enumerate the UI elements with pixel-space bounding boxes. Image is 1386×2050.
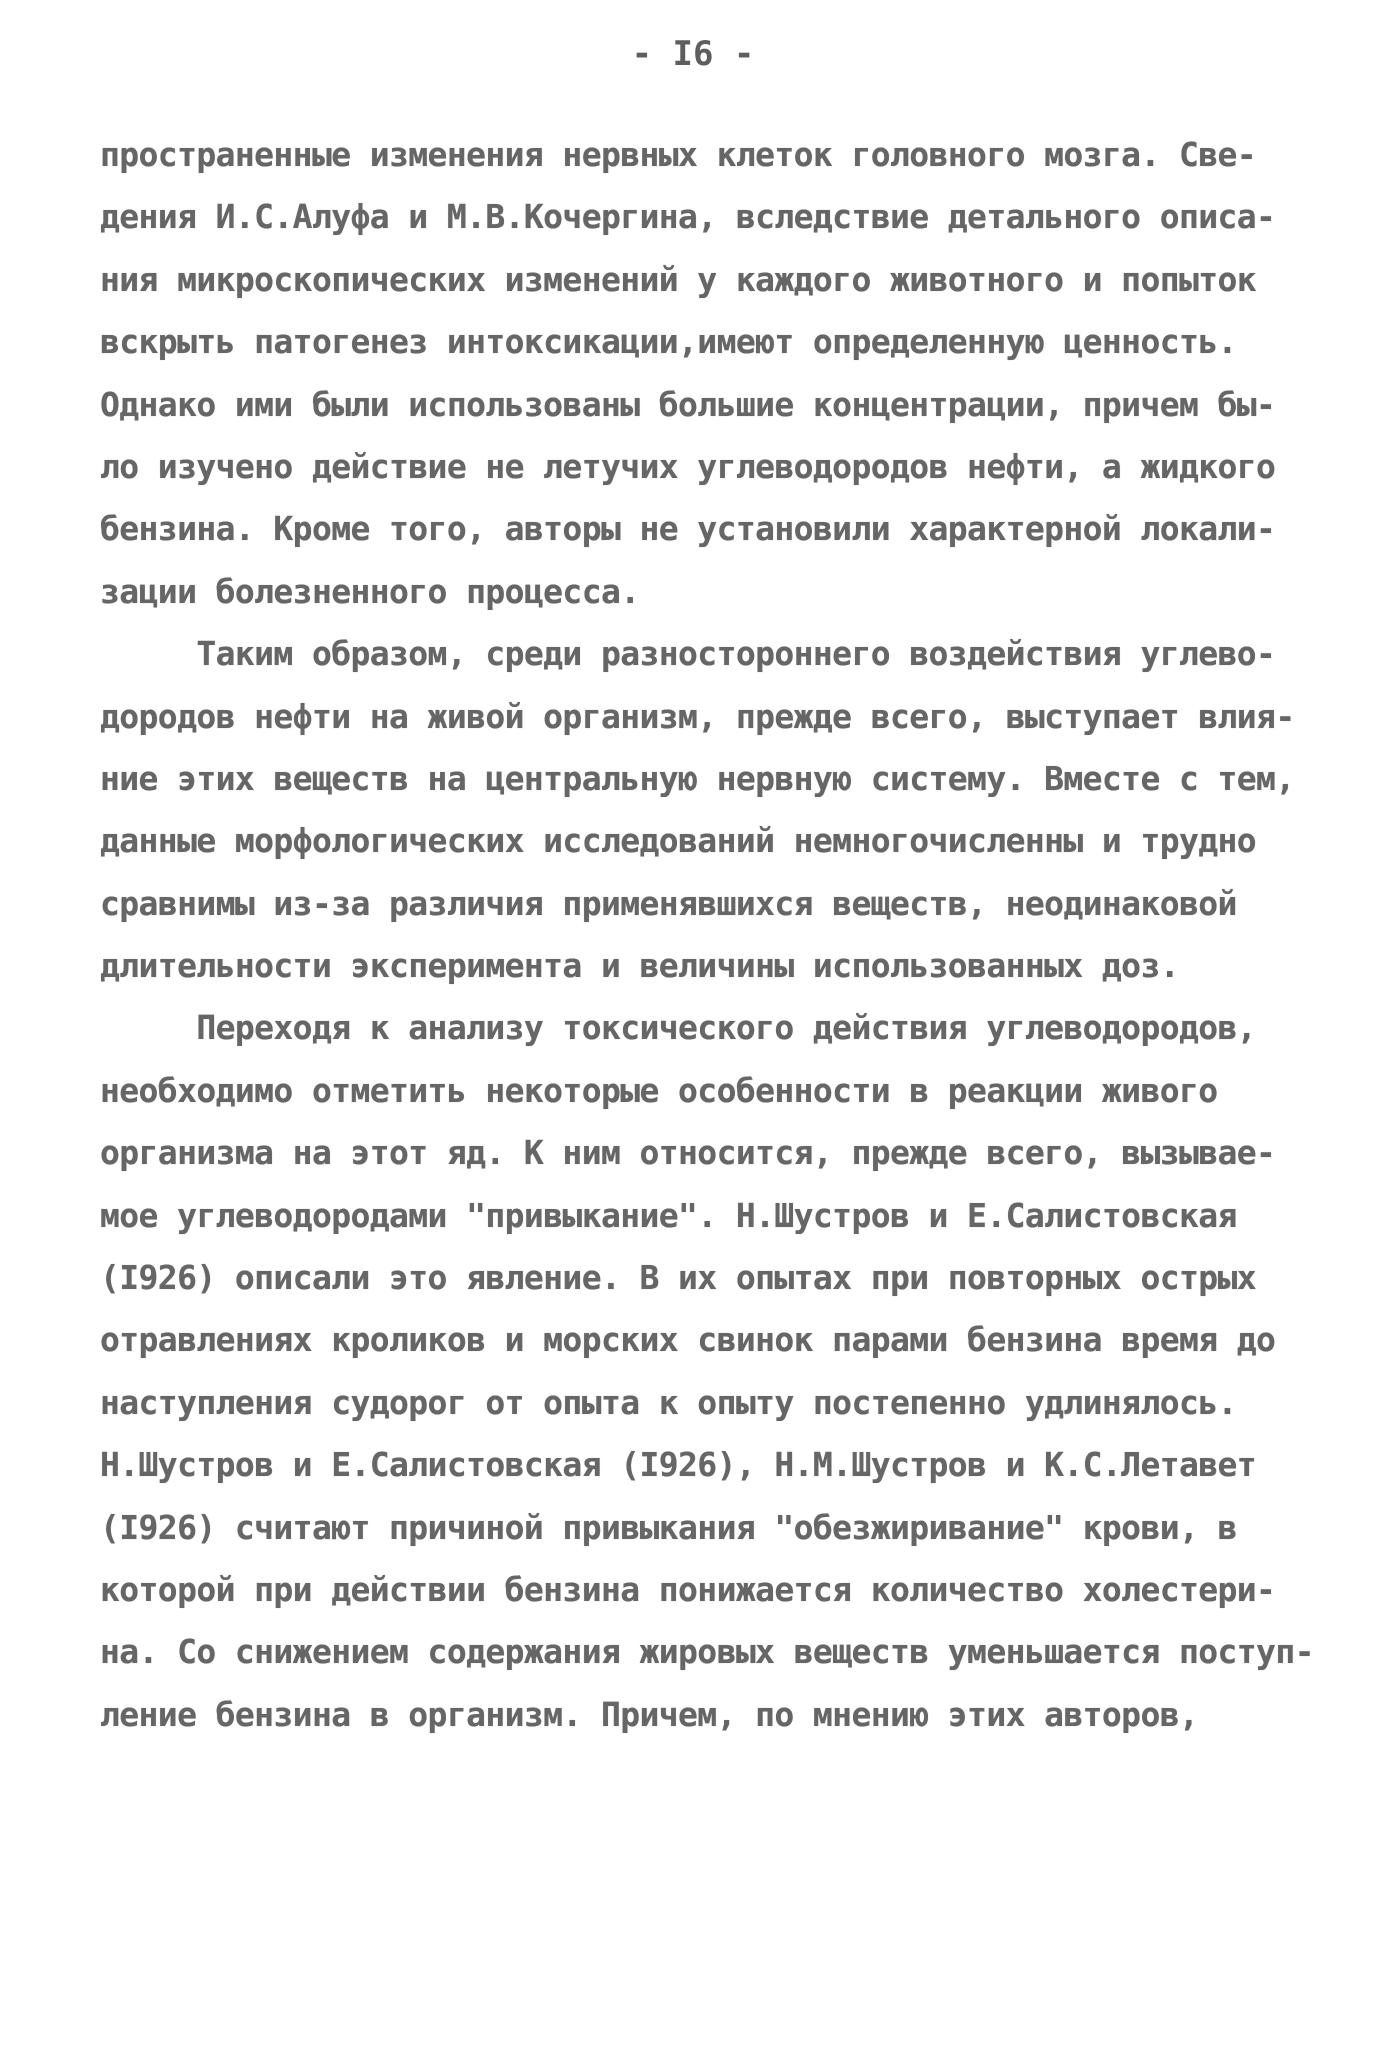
text-line: сравнимы из-за различия применявшихся веществ, неодинаковой (100, 883, 1237, 923)
text-line: пространенные изменения нервных клеток головного мозга. Све- (100, 135, 1257, 174)
text-line: ло изучено действие не летучих углеводородов нефти, а жидкого (100, 446, 1276, 486)
text-line: Переходя к анализу токсического действия углеводородов, (100, 1008, 1257, 1048)
page-number: - I6 - (631, 34, 755, 74)
text-line: (I926) описали это явление. В их опытах при повторных острых (100, 1258, 1257, 1298)
text-line: Н.Шустров и Е.Салистовская (I926), Н.М.Шустров и К.С.Летавет (100, 1445, 1257, 1485)
text-line: ление бензина в организм. Причем, по мнению этих авторов, (100, 1694, 1199, 1734)
text-line: организма на этот яд. К ним относится, прежде всего, вызывае- (100, 1133, 1276, 1173)
text-line: дения И.С.Алуфа и М.В.Кочергина, вследствие детального описа- (100, 197, 1276, 237)
text-line: зации болезненного процесса. (100, 571, 640, 611)
typewritten-text-body (100, 124, 1314, 1746)
text-line: дородов нефти на живой организм, прежде всего, выступает влия- (100, 696, 1295, 736)
text-line: Однако ими были использованы большие концентрации, причем бы- (100, 384, 1276, 424)
text-line: вскрыть патогенез интоксикации,имеют определенную ценность. (100, 322, 1237, 362)
text-line: ния микроскопических изменений у каждого животного и попыток (100, 259, 1257, 299)
text-line: (I926) считают причиной привыкания "обезжиривание" крови, в (100, 1507, 1237, 1547)
text-line: необходимо отметить некоторые особенности в реакции живого (100, 1070, 1218, 1110)
text-line: данные морфологических исследований немногочисленны и трудно (100, 821, 1257, 861)
text-line: отравлениях кроликов и морских свинок парами бензина время до (100, 1320, 1276, 1360)
text-line: наступления судорог от опыта к опыту постепенно удлинялось. (100, 1382, 1237, 1422)
text-line: которой при действии бензина понижается количество холестери- (100, 1569, 1276, 1609)
text-line: мое углеводородами "привыкание". Н.Шустров и Е.Салистовская (100, 1195, 1237, 1235)
text-line: Таким образом, среди разностороннего воздействия углево- (100, 634, 1276, 674)
text-line: длительности эксперимента и величины использованных доз. (100, 946, 1179, 986)
text-line: на. Со снижением содержания жировых веществ уменьшается поступ- (100, 1632, 1314, 1672)
text-line: бензина. Кроме того, авторы не установили характерной локали- (100, 509, 1276, 549)
text-line: ние этих веществ на центральную нервную систему. Вместе с тем, (100, 758, 1295, 798)
